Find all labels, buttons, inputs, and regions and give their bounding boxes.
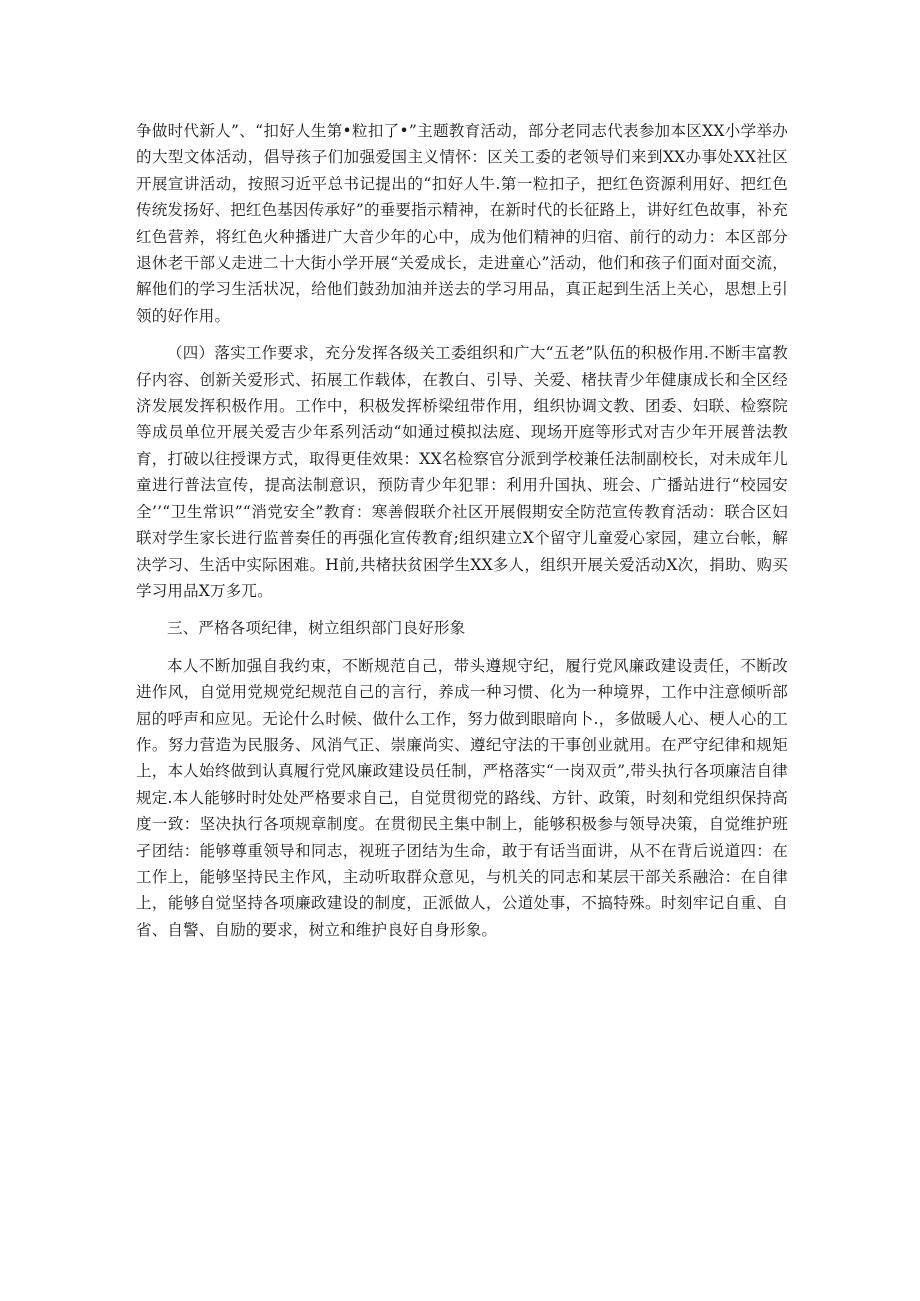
paragraph-section-four: （四）落实工作要求，充分发挥各级关工委组织和广大“五老”队伍的积极作用.不断丰富教仔内容、创新关爱形式、拓展工作载体，在教白、引导、关爱、楮扶青少年健康成长和全区经济发展发挥积极作用。工作中，积极发挥桥梁纽带作用，组织协调文教、团委、妇联、检察院等成员单位开展关爱吉少年系列活动“如通过模拟法庭、现场开庭等形式对吉少年开展普法教育，打破以往授课方式，取得更佳效果：XX名检察官分派到学校兼任法制副校长，对未成年儿童进行普法宣传，提高法制意识，预防青少年犯罪：利用升国执、班会、广播站进行“校园安全’’“卫生常识”“消党安全”教育：寒善假联介社区开展假期安全防范宣传教育活动：联合区妇联对学生家长进行监普奏任的再强化宣传教育;组织建立X个留守儿童爱心家园，建立台帐，解决学习、生活中实际困难。H前,共楮扶贫困学生XX多人，组织开展关爱活动X次，捐助、购买学习用品X万多兀。	[136, 344, 788, 600]
paragraph-discipline: 本人不断加强自我约束，不断规范自己，带头遵规守纪，履行党风廉政建设责任，不断改进作风，自觉用党规党纪规范自己的言行，养成一种习惯、化为一种境界，工作中注意倾听部屈的呼声和应见。无论什么时候、做什么工作，努力做到眼暗向卜.，多做暖人心、梗人心的工作。努力营造为民服务、风消气正、崇廉尚实、遵纪守法的干事创业就用。在严守纪律和规矩上，本人始终做到认真履行党风廉政建设员任制，严格落实“一岗双贡”,带头执行各项廉洁自律规定.本人能够时时处处严格要求自己，自觉贯彻党的路线、方针、政策，时刻和党组织保持高度一致：坚决执行各项规章制度。在贯彻民主集中制上，能够积极参与领导决策，自觉维护班孑团结：能够尊重领导和同志，视班子团结为生命，敢于有话当面讲，从不在背后说道四：在工作上，能够坚持民主作风，主动听取群众意见，与机关的同志和某层干部关系融洽：在自律上，能够自觉坚持各项廉政建设的制度，正派做人，公道处事，不搞特殊。时刻牢记自重、自省、自警、自励的要求，树立和维护良好自身形象。	[136, 656, 788, 939]
section-heading-three: 三、严格各项纪律，树立组织部门良好形象	[167, 619, 466, 638]
paragraph-continuation: 争做时代新人”、“扣好人生第•粒扣了•”主题教育活动，部分老同志代表参加本区XX小学举办的大型文体活动，倡导孩子们加强爱国主义情怀：区关工委的老领导们来到XX办事处XX社区开展宣讲活动，按照习近平总书记提出的“扣好人牛.第一粒扣子，把红色资源利用好、把红色传统发扬好、把红色基因传承好”的垂要指示精神，在新时代的长征路上，讲好红色故事，补充红色营养，将红色火种播进广大音少年的心中，成为他们精神的归宿、前行的动力：本区部分退休老干部乂走进二十大街小学开展“关爱成长，走进童心”活动，他们和孩子们面对面交流，解他们的学习生活状况，给他们鼓劲加油并送去的学习用品，真正起到生活上关心，思想上引领的好作用。	[136, 122, 788, 325]
document-page	[136, 118, 788, 943]
